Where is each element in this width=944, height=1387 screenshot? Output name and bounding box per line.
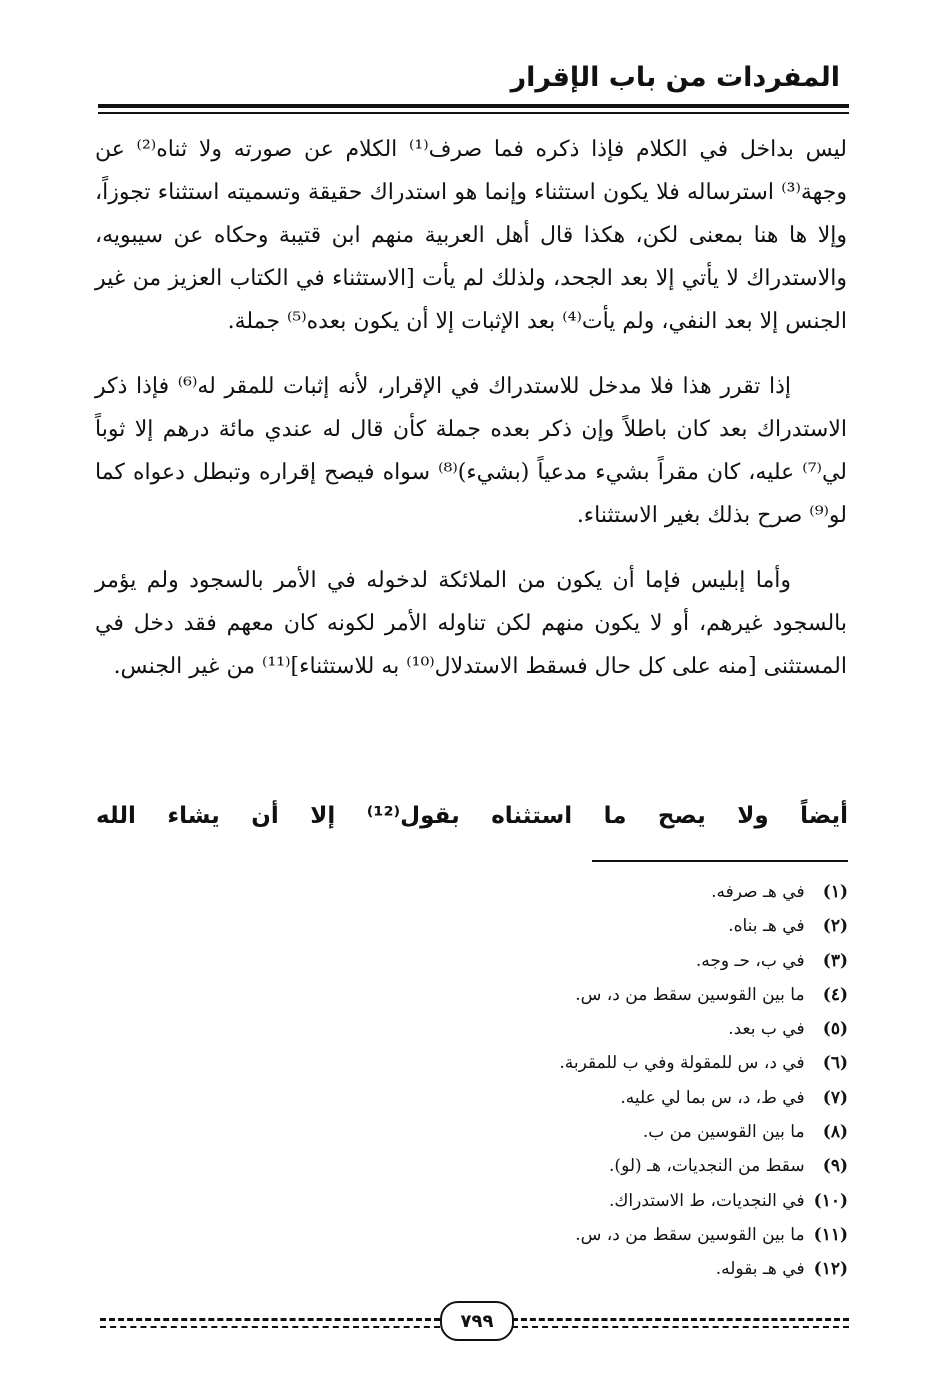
- footnote-number: (٤): [822, 984, 848, 1005]
- footnote-item: [430, 978, 848, 1012]
- footnote-text: ما بين القوسين سقط من د، س.: [575, 984, 805, 1005]
- footnote-text: في ب، حـ وجه.: [695, 950, 805, 971]
- footnote-text: في هـ صرفه.: [711, 882, 805, 902]
- footnote-number: (١١): [813, 1224, 848, 1245]
- footnote-text: في ط، د، س بما لي عليه.: [620, 1087, 805, 1108]
- running-header-title: المفردات من باب الإقرار: [510, 62, 840, 93]
- footnote-number: (٨): [822, 1122, 848, 1143]
- footnote-number: (٩): [822, 1156, 848, 1177]
- footer-dash-right-2: [512, 1326, 849, 1328]
- footnote-item: [430, 1218, 848, 1252]
- footnote-item: [430, 1184, 848, 1218]
- footer-dash-right: [512, 1318, 849, 1321]
- footnote-item: [430, 1115, 848, 1149]
- footnote-text: في النجديات، ط الاستدراك.: [608, 1190, 805, 1211]
- footnote-item: [430, 1046, 848, 1080]
- footnote-number: (٢): [822, 916, 848, 937]
- paragraph-1: ليس بداخل في الكلام فإذا ذكره فما صرف⁽¹⁾ الكلام عن صورته ولا ثناه⁽²⁾ عن وجهة⁽³⁾ استرساله فلا يكون استثناء وإنما هو استدراك حقيقة وتسميته استثناء تجوزاً، وإلا ها هنا بمعنى لكن، هكذا قال أهل العربية منهم ابن قتيبة وحكاه عن سيبويه، والاستدراك لا يأتي إلا بعد الجحد، ولذلك لم يأت [الاستثناء في الكتاب العزيز من غير الجنس إلا بعد النفي، ولم يأت⁽⁴⁾ بعد الإثبات إلا أن يكون بعده⁽⁵⁾ جملة.: [95, 137, 848, 334]
- footnote-number: (١٢): [813, 1259, 848, 1280]
- footnote-number: (٣): [822, 950, 848, 971]
- footnote-number: (٥): [822, 1019, 848, 1040]
- footnote-item: [430, 875, 848, 909]
- header-rule-thick: [98, 104, 849, 108]
- footnote-text: في ب بعد.: [728, 1019, 805, 1040]
- footer-dash-left: [100, 1318, 440, 1321]
- footnote-item: [430, 909, 848, 943]
- footnote-item: [430, 1149, 848, 1183]
- paragraph-3: وأما إبليس فإما أن يكون من الملائكة لدخوله في الأمر بالسجود ولم يؤمر بالسجود غيرهم، أو لا يكون منهم لكن تناوله الأمر لكونه كان معهم فقد دخل في المستثنى [منه على كل حال فسقط الاستدلال⁽¹⁰⁾ به للاستثناء]⁽¹¹⁾ من غير الجنس.: [95, 568, 847, 679]
- footnotes-list: [430, 875, 848, 1287]
- page-number: ٧٩٩: [440, 1301, 514, 1341]
- footnote-number: (٧): [822, 1087, 848, 1108]
- footnote-text: ما بين القوسين من ب.: [642, 1122, 805, 1143]
- footnote-item: [430, 944, 848, 978]
- footnote-number: (١٠): [813, 1190, 848, 1211]
- footnote-item: [430, 1012, 848, 1046]
- footnote-separator: [592, 860, 848, 862]
- footnote-number: (١): [822, 882, 848, 902]
- footnote-text: في هـ بقوله.: [715, 1259, 805, 1280]
- footnote-item: [430, 1081, 848, 1115]
- emphasis-line: أيضاً ولا يصح ما استثناه بقول⁽¹²⁾ إلا أن يشاء الله: [96, 803, 848, 829]
- header-rule-thin: [98, 112, 849, 114]
- main-text: [95, 128, 847, 710]
- footer-dash-left-2: [100, 1326, 440, 1328]
- footnote-text: سقط من النجديات، هـ (لو).: [609, 1156, 805, 1177]
- footnote-text: ما بين القوسين سقط من د، س.: [575, 1224, 805, 1245]
- footnote-text: في هـ بناه.: [728, 916, 805, 937]
- paragraph-2: إذا تقرر هذا فلا مدخل للاستدراك في الإقرار، لأنه إثبات للمقر له⁽⁶⁾ فإذا ذكر الاستدراك بعد كان باطلاً وإن ذكر بعده جملة كأن قال له عندي مائة درهم إلا ثوباً لي⁽⁷⁾ عليه، كان مقراً بشيء مدعياً (بشيء)⁽⁸⁾ سواه فيصح إقراره وتبطل دعواه كما لو⁽⁹⁾ صرح بذلك بغير الاستثناء.: [95, 374, 847, 528]
- footnote-item: [430, 1252, 848, 1286]
- footnote-number: (٦): [822, 1053, 848, 1074]
- footnote-text: في د، س للمقولة وفي ب للمقربة.: [559, 1053, 805, 1074]
